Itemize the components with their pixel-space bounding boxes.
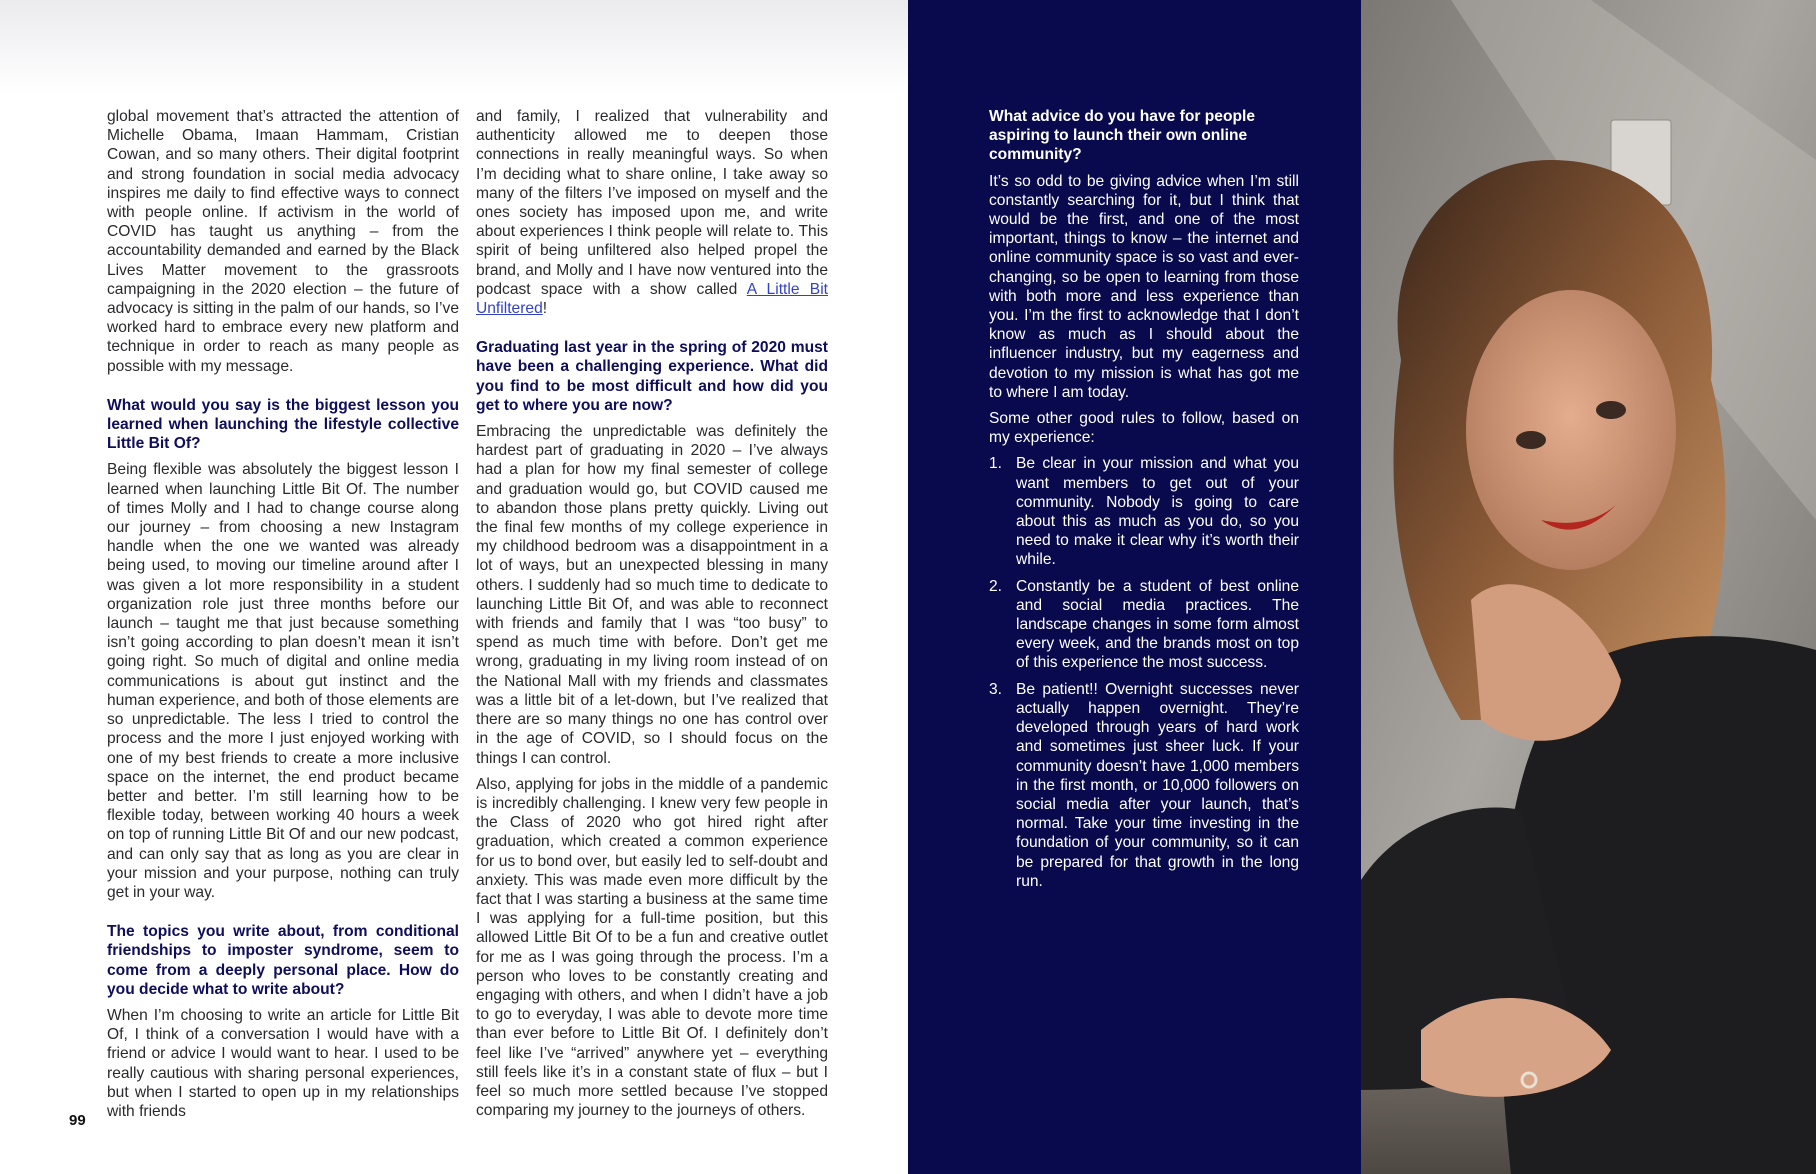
portrait-illustration	[1361, 0, 1816, 1174]
paragraph: Embracing the unpredictable was definitely the hardest part of graduating in 2020 – I’ve always had a plan for how my final semester of college and graduation would go, but COVID caused me to abandon those plans pretty quickly. Living out the final few months of my college experience in my childhood bedroom was a disappointment in a lot of ways, but an unexpected blessing in many others. I suddenly had so much time to dedicate to launching Little Bit Of, and was able to reconnect with friends and family that I was “too busy” to spend as much time with before. Don’t get me wrong, graduating in my living room instead of on the National Mall with my friends and classmates was a little bit of a let-down, but I’ve realized that there are so many things no one has control over in the age of COVID, so I should focus on the things I can control.	[476, 423, 828, 767]
paragraph: When I’m choosing to write an article for Little Bit Of, I think of a conversation I would have with a friend or advice I would want to hear. I used to be really cautious with sharing personal experiences, but when I started to open up in my relationships with friends	[107, 1006, 459, 1120]
portrait-photo	[1361, 0, 1816, 1174]
article-column-1	[107, 107, 459, 1128]
interview-question: What would you say is the biggest lesson you learned when launching the lifestyle collective Little Bit Of?	[107, 396, 459, 453]
list-item-text: Constantly be a student of best online and social media practices. The landscape changes in some form almost every week, and the brands most on top of this experience the most success.	[1016, 577, 1299, 672]
left-eye	[1516, 431, 1546, 449]
interview-question: The topics you write about, from conditional friendships to imposter syndrome, seem to come from a deeply personal place. How do you decide what to write about?	[107, 923, 459, 998]
interview-question: Graduating last year in the spring of 2020 must have been a challenging experience. What did you find to be most difficult and how did you get to where you are now?	[476, 339, 828, 414]
list-number: 3.	[989, 680, 1003, 698]
rules-list	[989, 454, 1299, 890]
page-number: 99	[69, 1112, 86, 1129]
paragraph: It’s so odd to be giving advice when I’m still constantly searching for it, but I think that would be the first, and one of the most important, things to know – the internet and online community space is so vast and ever-changing, so be open to learning from those with both more and less experience than you. I’m the first to acknowledge that I don’t know as much as I should about the influencer industry, but my eagerness and devotion to my mission is what has got me to where I am today.	[989, 172, 1299, 401]
list-item	[989, 680, 1299, 891]
list-item	[989, 577, 1299, 673]
list-number: 1.	[989, 455, 1003, 473]
list-item-text: Be patient!! Overnight successes never actually happen overnight. They’re developed through years of hard work and sometimes just sheer luck. If your community doesn’t have 1,000 members in the first month, or 10,000 followers on social media after your launch, that’s normal. Take your time investing in the foundation of your community, so it can be prepared for that growth in the long run.	[1016, 680, 1299, 890]
list-item-text: Be clear in your mission and what you want members to get out of your community. Nobody is going to care about this as much as you do, so you need to make it clear why it’s worth their while.	[1016, 455, 1299, 569]
paragraph: Also, applying for jobs in the middle of a pandemic is incredibly challenging. I knew very few people in the Class of 2020 who got hired right after graduation, which created a common experience for us to bond over, but easily led to self-doubt and anxiety. This was made even more difficult by the fact that I was starting a business at the same time I was applying for a full-time position, but this allowed Little Bit Of to be a fun and creative outlet for me as I was going through the process. I’m a person who loves to be constantly creating and engaging with others, and when I didn’t have a job to go to everyday, I was able to devote more time than ever before to Little Bit Of. I definitely don’t feel like I’ve “arrived” anywhere yet – everything still feels like it’s in a constant state of flux – but I feel so much more settled because I’ve stopped comparing my journey to the journeys of others.	[476, 775, 828, 1120]
paragraph-end: !	[542, 300, 548, 318]
right-eye	[1596, 401, 1626, 419]
paragraph-text: and family, I realized that vulnerability and authenticity allowed me to deepen those connections in really meaningful ways. So when I’m deciding what to share online, I take away so many of the filters I’ve imposed on myself and the ones society has imposed upon me, and write about experiences I think people will relate to. This spirit of being unfiltered also helped propel the brand, and Molly and I have now ventured into the podcast space with a show called	[476, 108, 828, 298]
article-column-2	[476, 107, 828, 1127]
list-number: 2.	[989, 577, 1003, 595]
list-item	[989, 454, 1299, 569]
advice-column	[989, 107, 1299, 898]
paragraph: Being flexible was absolutely the biggest lesson I learned when launching Little Bit Of. The number of times Molly and I had to change course along our journey – from choosing a new Instagram handle when the one we wanted was already being used, to moving our timeline around after I was given a lot more responsibility in a student organization role just three months before our launch – taught me that just because something isn’t going according to plan doesn’t mean it isn’t going right. So much of digital and online media communications is about gut instinct and the human experience, and both of those elements are so unpredictable. The less I tried to control the process and the more I just enjoyed working with one of my best friends to create a more inclusive space on the internet, the end product became better and better. I’m still learning how to be flexible today, between working 40 hours a week on top of running Little Bit Of and our new podcast, and can only say that as long as you are clear in your mission and your purpose, nothing can truly get in your way.	[107, 461, 459, 901]
paragraph: Some other good rules to follow, based on my experience:	[989, 410, 1299, 447]
interview-question: What advice do you have for people aspiring to launch their own online community?	[989, 108, 1256, 164]
page-top-shade	[0, 0, 908, 95]
paragraph	[476, 107, 828, 318]
paragraph: global movement that’s attracted the attention of Michelle Obama, Imaan Hammam, Cristian Cowan, and so many others. Their digital footprint and strong foundation in social media advocacy inspires me daily to find effective ways to connect with people online. If activism in the world of COVID has taught us anything – from the accountability demanded and earned by the Black Lives Matter movement to the grassroots campaigning in the 2020 election – the future of advocacy is sitting in the palm of our hands, so I’ve worked hard to embrace every new platform and technique in order to reach as many people as possible with my message.	[107, 108, 459, 375]
podcast-link[interactable]: A Little Bit Unfiltered	[476, 280, 828, 318]
